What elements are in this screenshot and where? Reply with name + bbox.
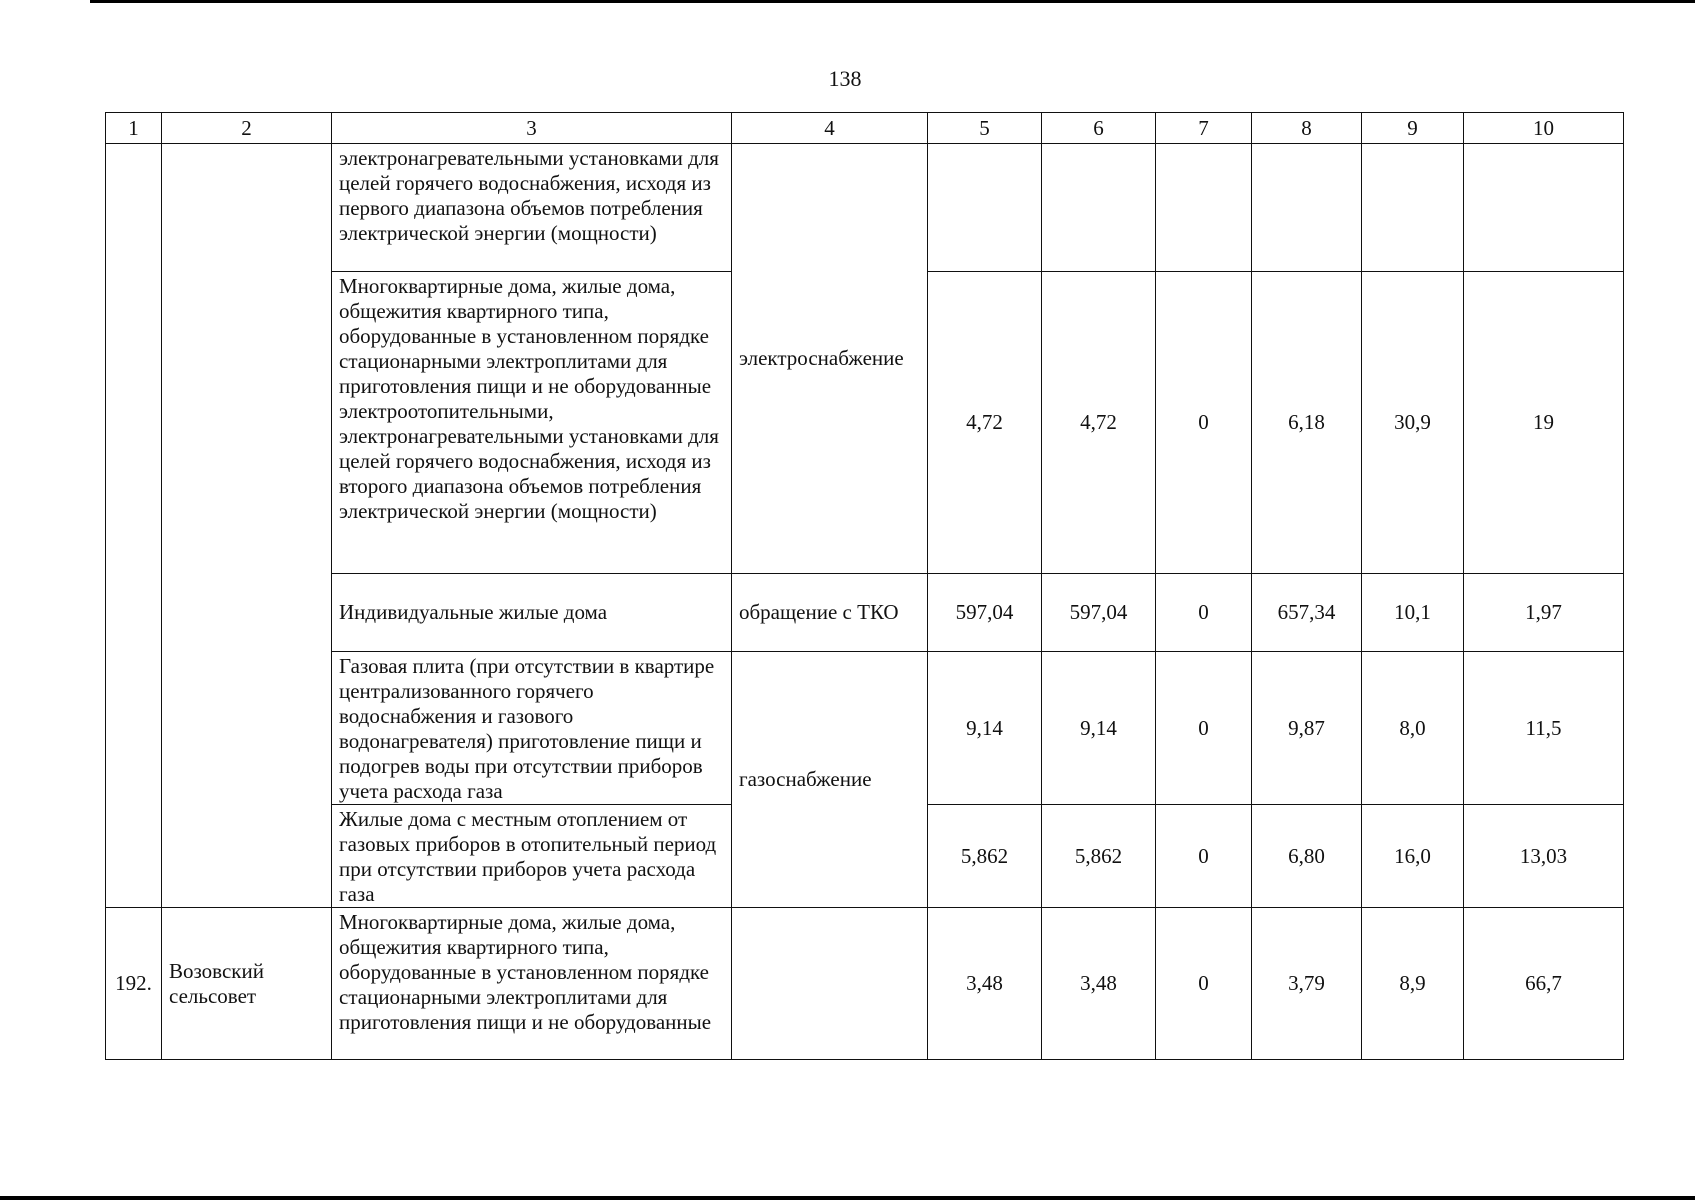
page-top-edge — [90, 0, 1695, 3]
header-cell: 3 — [332, 113, 732, 144]
value-col-9 — [1362, 144, 1464, 272]
value-col-5: 3,48 — [928, 908, 1042, 1060]
value-col-10: 19 — [1464, 272, 1624, 574]
header-cell: 6 — [1042, 113, 1156, 144]
value-col-6 — [1042, 144, 1156, 272]
value-col-8 — [1252, 144, 1362, 272]
header-cell: 10 — [1464, 113, 1624, 144]
page-bottom-edge — [0, 1196, 1695, 1200]
table-row — [106, 574, 1624, 652]
consumer-category: Многоквартирные дома, жилые дома, общежития квартирного типа, оборудованные в установленном порядке стационарными электроплитами для приготовления пищи и не оборудованные — [332, 908, 732, 1060]
consumer-category: электронагревательными установками для целей горячего водоснабжения, исходя из первого диапазона объемов потребления электрической энергии (мощности) — [332, 144, 732, 272]
table-row — [106, 908, 1624, 1060]
value-col-9: 16,0 — [1362, 805, 1464, 908]
value-col-9: 30,9 — [1362, 272, 1464, 574]
header-cell: 1 — [106, 113, 162, 144]
table-row — [106, 144, 1624, 272]
value-col-7: 0 — [1156, 272, 1252, 574]
settlement-cell — [162, 144, 332, 908]
value-col-5: 597,04 — [928, 574, 1042, 652]
value-col-10 — [1464, 144, 1624, 272]
header-row — [106, 113, 1624, 144]
index-cell: 192. — [106, 908, 162, 1060]
header-cell: 2 — [162, 113, 332, 144]
value-col-5: 5,862 — [928, 805, 1042, 908]
consumer-category: Жилые дома с местным отоплением от газовых приборов в отопительный период при отсутствии приборов учета расхода газа — [332, 805, 732, 908]
value-col-5: 9,14 — [928, 652, 1042, 805]
utility-service — [732, 908, 928, 1060]
value-col-9: 8,9 — [1362, 908, 1464, 1060]
page-number: 138 — [828, 66, 862, 91]
header-cell: 9 — [1362, 113, 1464, 144]
value-col-6: 597,04 — [1042, 574, 1156, 652]
value-col-10: 1,97 — [1464, 574, 1624, 652]
value-col-6: 3,48 — [1042, 908, 1156, 1060]
header-cell: 5 — [928, 113, 1042, 144]
value-col-8: 6,80 — [1252, 805, 1362, 908]
value-col-5 — [928, 144, 1042, 272]
value-col-6: 5,862 — [1042, 805, 1156, 908]
utility-service: обращение с ТКО — [732, 574, 928, 652]
value-col-8: 6,18 — [1252, 272, 1362, 574]
utility-service: газоснабжение — [732, 652, 928, 908]
consumer-category: Многоквартирные дома, жилые дома, общежития квартирного типа, оборудованные в установленном порядке стационарными электроплитами для приготовления пищи и не оборудованные электроотопительными, электронагревательными установками для целей горячего водоснабжения, исходя из второго диапазона объемов потребления электрической энергии (мощности) — [332, 272, 732, 574]
value-col-6: 4,72 — [1042, 272, 1156, 574]
value-col-5: 4,72 — [928, 272, 1042, 574]
header-cell: 4 — [732, 113, 928, 144]
consumer-category: Газовая плита (при отсутствии в квартире централизованного горячего водоснабжения и газового водонагревателя) приготовление пищи и подогрев воды при отсутствии приборов учета расхода газа — [332, 652, 732, 805]
utility-service: электроснабжение — [732, 144, 928, 574]
value-col-8: 9,87 — [1252, 652, 1362, 805]
value-col-6: 9,14 — [1042, 652, 1156, 805]
value-col-7 — [1156, 144, 1252, 272]
value-col-7: 0 — [1156, 574, 1252, 652]
header-cell: 7 — [1156, 113, 1252, 144]
value-col-10: 66,7 — [1464, 908, 1624, 1060]
value-col-9: 8,0 — [1362, 652, 1464, 805]
settlement-cell: Возовский сельсовет — [162, 908, 332, 1060]
value-col-7: 0 — [1156, 908, 1252, 1060]
index-cell — [106, 144, 162, 908]
value-col-7: 0 — [1156, 805, 1252, 908]
value-col-10: 13,03 — [1464, 805, 1624, 908]
table-row — [106, 652, 1624, 805]
consumer-category: Индивидуальные жилые дома — [332, 574, 732, 652]
header-cell: 8 — [1252, 113, 1362, 144]
value-col-8: 657,34 — [1252, 574, 1362, 652]
tariff-table — [105, 112, 1624, 1060]
value-col-8: 3,79 — [1252, 908, 1362, 1060]
value-col-7: 0 — [1156, 652, 1252, 805]
value-col-9: 10,1 — [1362, 574, 1464, 652]
value-col-10: 11,5 — [1464, 652, 1624, 805]
